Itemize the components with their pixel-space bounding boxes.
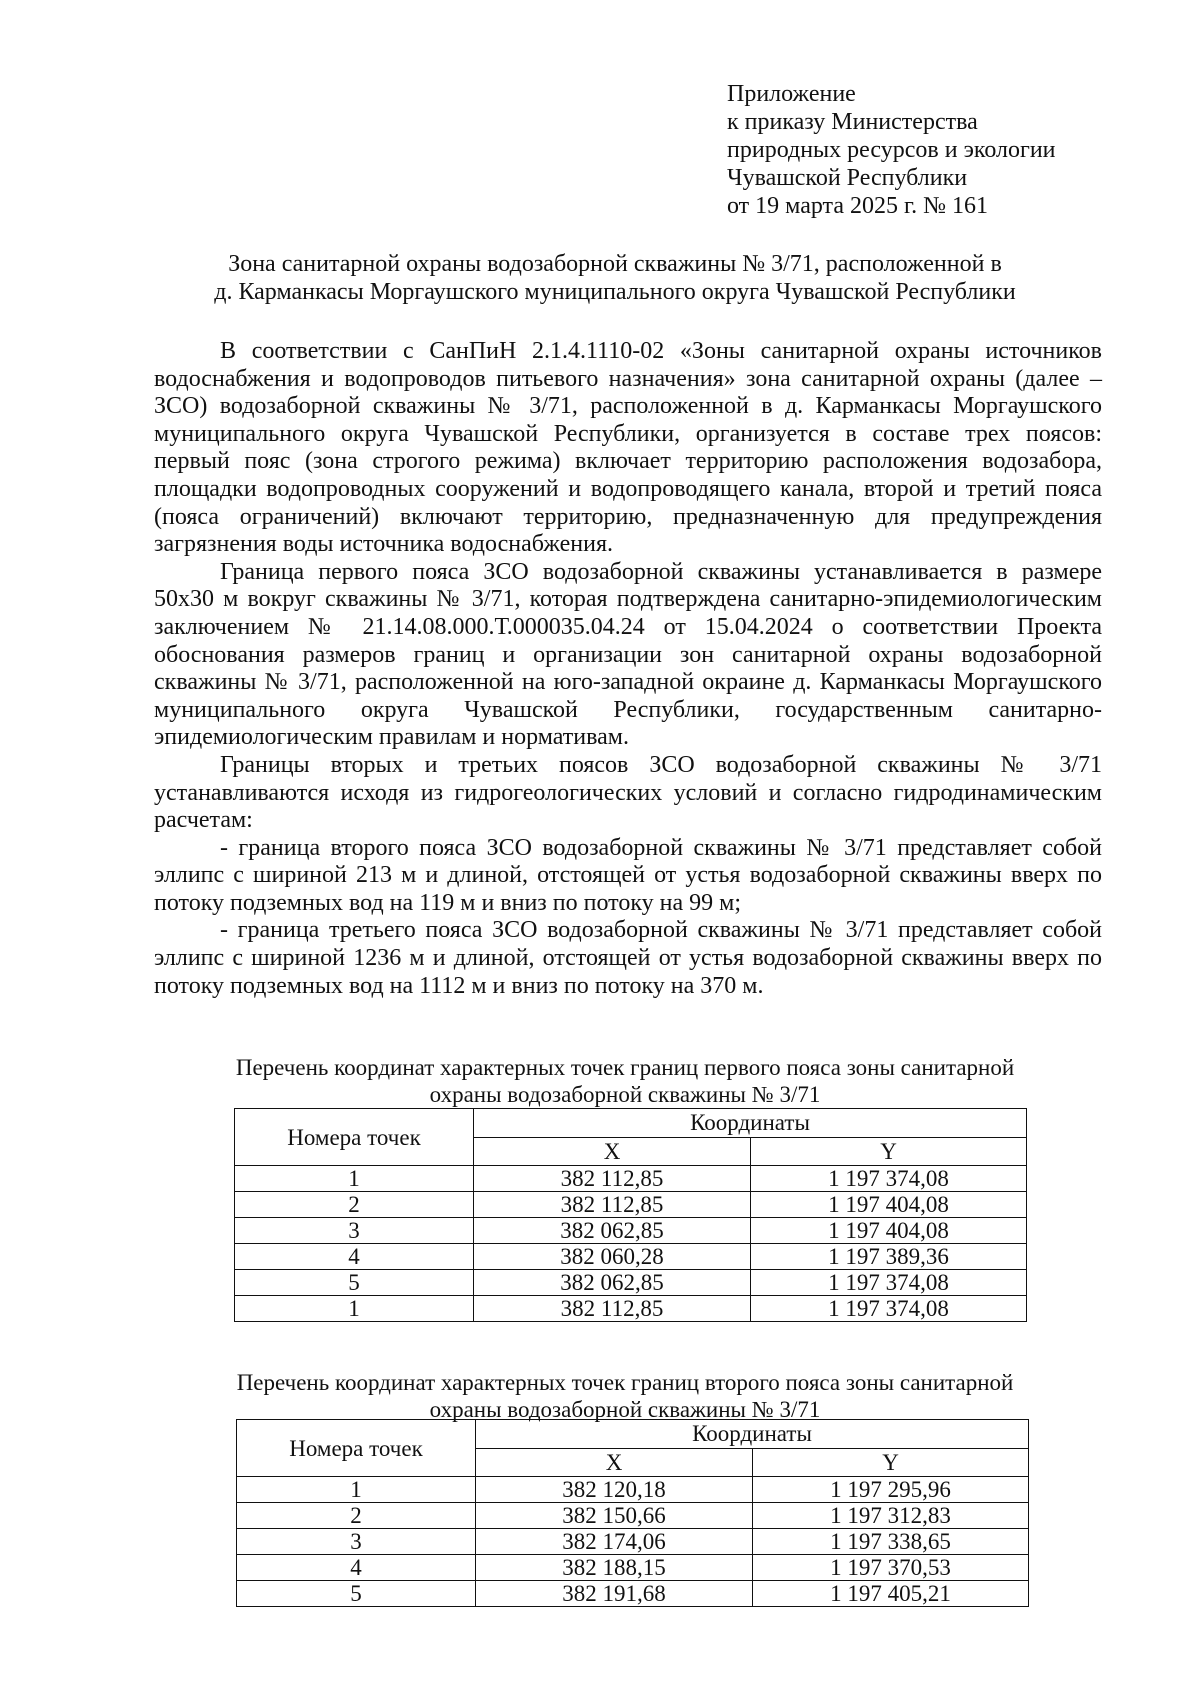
caption-line: охраны водозаборной скважины № 3/71 [429, 1082, 821, 1107]
cell-point: 1 [237, 1477, 476, 1503]
cell-point: 2 [235, 1192, 474, 1218]
header-coords: Координаты [476, 1420, 1029, 1449]
table-row [237, 1503, 1029, 1529]
cell-x: 382 112,85 [474, 1192, 751, 1218]
title-line: д. Карманкасы Моргаушского муниципального округа Чувашской Республики [214, 279, 1016, 305]
cell-y: 1 197 374,08 [751, 1166, 1027, 1192]
table-row [235, 1270, 1027, 1296]
header-x: X [476, 1448, 753, 1477]
appendix-header [727, 80, 1056, 220]
cell-point: 5 [237, 1581, 476, 1607]
appendix-line: Чувашской Республики [727, 165, 968, 191]
header-coords: Координаты [474, 1109, 1027, 1138]
cell-y: 1 197 374,08 [751, 1270, 1027, 1296]
table-header-row [235, 1109, 1027, 1138]
cell-point: 2 [237, 1503, 476, 1529]
cell-y: 1 197 295,96 [753, 1477, 1029, 1503]
table-row [235, 1218, 1027, 1244]
caption-line: Перечень координат характерных точек границ первого пояса зоны санитарной [235, 1055, 1015, 1080]
table2-caption [150, 1369, 1100, 1423]
cell-x: 382 188,15 [476, 1555, 753, 1581]
cell-x: 382 191,68 [476, 1581, 753, 1607]
caption-line: охраны водозаборной скважины № 3/71 [429, 1397, 821, 1422]
table-row [237, 1555, 1029, 1581]
caption-line: Перечень координат характерных точек границ второго пояса зоны санитарной [236, 1370, 1014, 1395]
paragraph: - граница третьего пояса ЗСО водозаборной скважины № 3/71 представляет собой эллипс с шириной 1236 м и длиной, отстоящей от устья водозаборной скважины вверх по потоку подземных вод на 1112 м и вниз по потоку на 370 м. [154, 917, 1102, 999]
title-line: Зона санитарной охраны водозаборной скважины № 3/71, расположенной в [228, 251, 1002, 277]
cell-y: 1 197 404,08 [751, 1192, 1027, 1218]
appendix-line: природных ресурсов и экологии [727, 137, 1056, 163]
table-row [237, 1477, 1029, 1503]
appendix-line: Приложение [727, 81, 856, 107]
header-x: X [474, 1137, 751, 1166]
paragraph: Граница первого пояса ЗСО водозаборной скважины устанавливается в размере 50х30 м вокруг скважины № 3/71, которая подтверждена санитарно-эпидемиологическим заключением № 21.14.08.000.Т.000035.04.24 от 15.04.2024 о соответствии Проекта обоснования размеров границ и организации зон санитарной охраны водозаборной скважины № 3/71, расположенной на юго-западной окраине д. Карманкасы Моргаушского муниципального округа Чувашской Республики, государственным санитарно-эпидемиологическим правилам и нормативам. [154, 558, 1102, 751]
cell-point: 1 [235, 1166, 474, 1192]
cell-x: 382 174,06 [476, 1529, 753, 1555]
table-row [237, 1581, 1029, 1607]
paragraph: В соответствии с СанПиН 2.1.4.1110-02 «Зоны санитарной охраны источников водоснабжения и водопроводов питьевого назначения» зона санитарной охраны (далее – ЗСО) водозаборной скважины № 3/71, расположенной в д. Карманкасы Моргаушского муниципального округа Чувашской Республики, организуется в составе трех поясов: первый пояс (зона строгого режима) включает территорию расположения водозабора, площадки водопроводных сооружений и водопроводящего канала, второй и третий пояса (пояса ограничений) включают территорию, предназначенную для предупреждения загрязнения воды источника водоснабжения. [154, 338, 1102, 558]
cell-y: 1 197 374,08 [751, 1296, 1027, 1322]
appendix-line: к приказу Министерства [727, 109, 978, 135]
document-title [150, 250, 1080, 306]
header-y: Y [751, 1137, 1027, 1166]
cell-point: 1 [235, 1296, 474, 1322]
cell-x: 382 062,85 [474, 1218, 751, 1244]
cell-point: 4 [235, 1244, 474, 1270]
body-text [154, 338, 1102, 1000]
table-row [235, 1166, 1027, 1192]
cell-x: 382 112,85 [474, 1166, 751, 1192]
table-row [235, 1192, 1027, 1218]
cell-point: 5 [235, 1270, 474, 1296]
table-row [237, 1529, 1029, 1555]
cell-x: 382 062,85 [474, 1270, 751, 1296]
header-points: Номера точек [237, 1420, 476, 1477]
appendix-line: от 19 марта 2025 г. № 161 [727, 193, 988, 219]
paragraph: - граница второго пояса ЗСО водозаборной скважины № 3/71 представляет собой эллипс с шириной 213 м и длиной, отстоящей от устья водозаборной скважины вверх по потоку подземных вод на 119 м и вниз по потоку на 99 м; [154, 834, 1102, 916]
table1-caption [150, 1054, 1100, 1108]
cell-y: 1 197 389,36 [751, 1244, 1027, 1270]
header-points: Номера точек [235, 1109, 474, 1166]
cell-x: 382 150,66 [476, 1503, 753, 1529]
header-y: Y [753, 1448, 1029, 1477]
cell-y: 1 197 370,53 [753, 1555, 1029, 1581]
paragraph: Границы вторых и третьих поясов ЗСО водозаборной скважины № 3/71 устанавливаются исходя из гидрогеологических условий и согласно гидродинамическим расчетам: [154, 751, 1102, 834]
table-header-row [237, 1420, 1029, 1449]
table-row [235, 1296, 1027, 1322]
table2-coordinates [236, 1419, 1029, 1607]
cell-x: 382 120,18 [476, 1477, 753, 1503]
cell-x: 382 060,28 [474, 1244, 751, 1270]
cell-point: 3 [235, 1218, 474, 1244]
cell-point: 4 [237, 1555, 476, 1581]
cell-y: 1 197 312,83 [753, 1503, 1029, 1529]
cell-y: 1 197 338,65 [753, 1529, 1029, 1555]
table-row [235, 1244, 1027, 1270]
cell-y: 1 197 405,21 [753, 1581, 1029, 1607]
cell-x: 382 112,85 [474, 1296, 751, 1322]
table1-coordinates [234, 1108, 1027, 1322]
cell-point: 3 [237, 1529, 476, 1555]
cell-y: 1 197 404,08 [751, 1218, 1027, 1244]
